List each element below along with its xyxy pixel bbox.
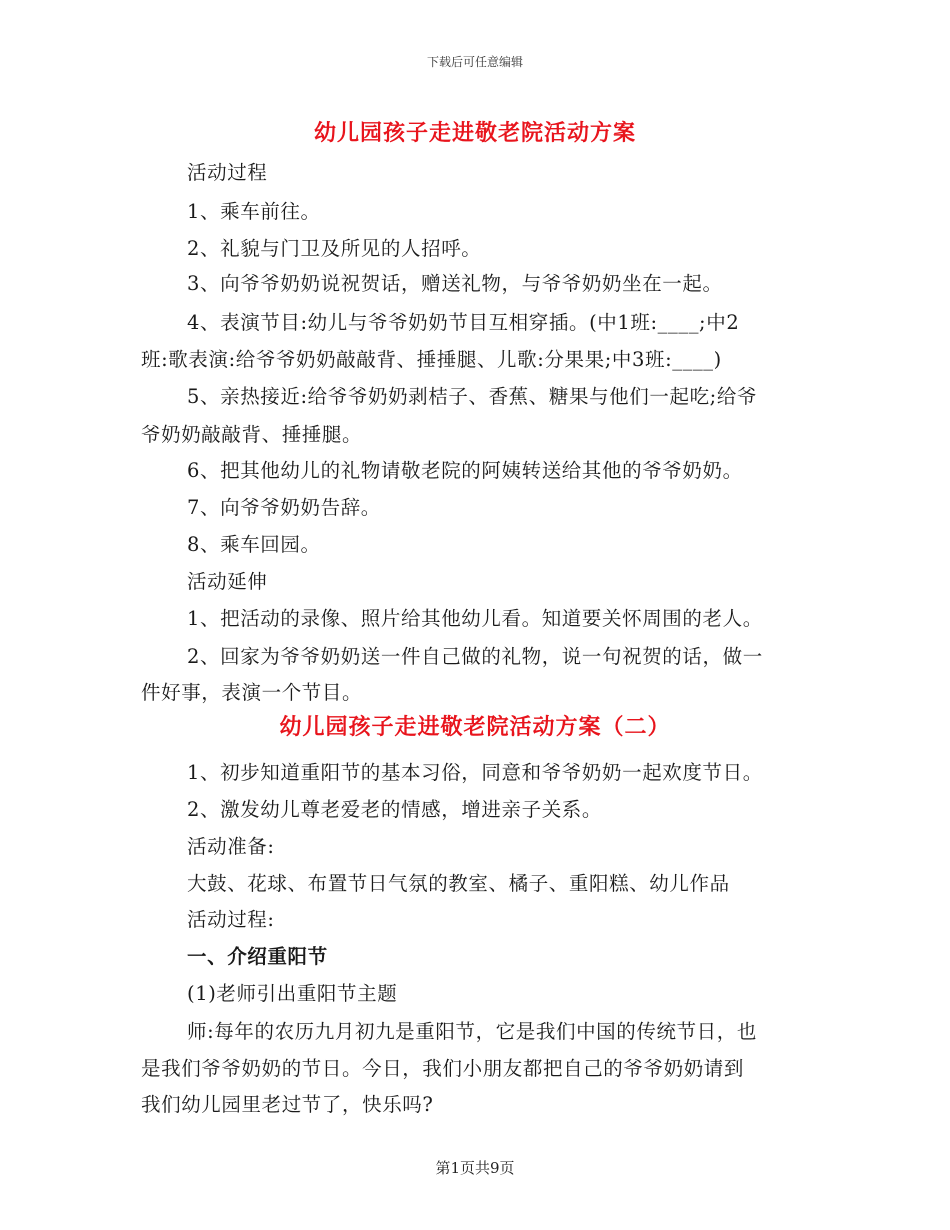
s2-line-teacher-1: 师:每年的农历九月初九是重阳节，它是我们中国的传统节日，也 [187, 1020, 757, 1043]
s1-line-ext-1: 1、把活动的录像、照片给其他幼儿看。知道要关怀周围的老人。 [187, 607, 763, 630]
s1-line-step-4: 4、表演节目:幼儿与爷爷奶奶节目互相穿插。(中1班:____;中2 [187, 311, 740, 334]
s1-line-heading-process: 活动过程 [187, 161, 268, 184]
s2-line-teacher-2: 是我们爷爷奶奶的节日。今日，我们小朋友都把自己的爷爷奶奶请到 [141, 1057, 745, 1080]
s1-line-ext-2-cont: 件好事，表演一个节目。 [141, 681, 363, 704]
s2-line-heading-prep: 活动准备: [187, 835, 275, 858]
s2-line-teacher-3: 我们幼儿园里老过节了，快乐吗? [141, 1093, 434, 1116]
s1-line-step-4-cont: 班:歌表演:给爷爷奶奶敲敲背、捶捶腿、儿歌:分果果;中3班:____) [141, 348, 722, 371]
s1-line-step-5: 5、亲热接近:给爷爷奶奶剥桔子、香蕉、糖果与他们一起吃;给爷 [187, 385, 758, 408]
s2-line-prep-items: 大鼓、花球、布置节日气氛的教室、橘子、重阳糕、幼儿作品 [187, 872, 730, 895]
s1-line-step-3: 3、向爷爷奶奶说祝贺话，赠送礼物，与爷爷奶奶坐在一起。 [187, 272, 723, 295]
s1-line-heading-extension: 活动延伸 [187, 570, 268, 593]
s2-line-subheading-intro: 一、介绍重阳节 [187, 945, 328, 968]
section1-title: 幼儿园孩子走进敬老院活动方案 [313, 120, 636, 146]
s2-line-heading-process: 活动过程: [187, 908, 275, 931]
s2-line-goal-2: 2、激发幼儿尊老爱老的情感，增进亲子关系。 [187, 798, 603, 821]
footer-page-label: 第1页共9页 [435, 1159, 515, 1177]
s1-line-ext-2: 2、回家为爷爷奶奶送一件自己做的礼物，说一句祝贺的话，做一 [187, 645, 763, 668]
s2-line-intro-1: (1)老师引出重阳节主题 [187, 982, 398, 1005]
s1-line-step-8: 8、乘车回园。 [187, 533, 321, 556]
s1-line-step-6: 6、把其他幼儿的礼物请敬老院的阿姨转送给其他的爷爷奶奶。 [187, 459, 743, 482]
s1-line-step-1: 1、乘车前往。 [187, 200, 321, 223]
s1-line-step-5-cont: 爷奶奶敲敲背、捶捶腿。 [141, 423, 363, 446]
section2-title: 幼儿园孩子走进敬老院活动方案（二） [279, 714, 671, 740]
header-note: 下载后可任意编辑 [426, 55, 523, 69]
s1-line-step-2: 2、礼貌与门卫及所见的人招呼。 [187, 237, 482, 260]
s2-line-goal-1: 1、初步知道重阳节的基本习俗，同意和爷爷奶奶一起欢度节日。 [187, 761, 763, 784]
s1-line-step-7: 7、向爷爷奶奶告辞。 [187, 496, 381, 519]
